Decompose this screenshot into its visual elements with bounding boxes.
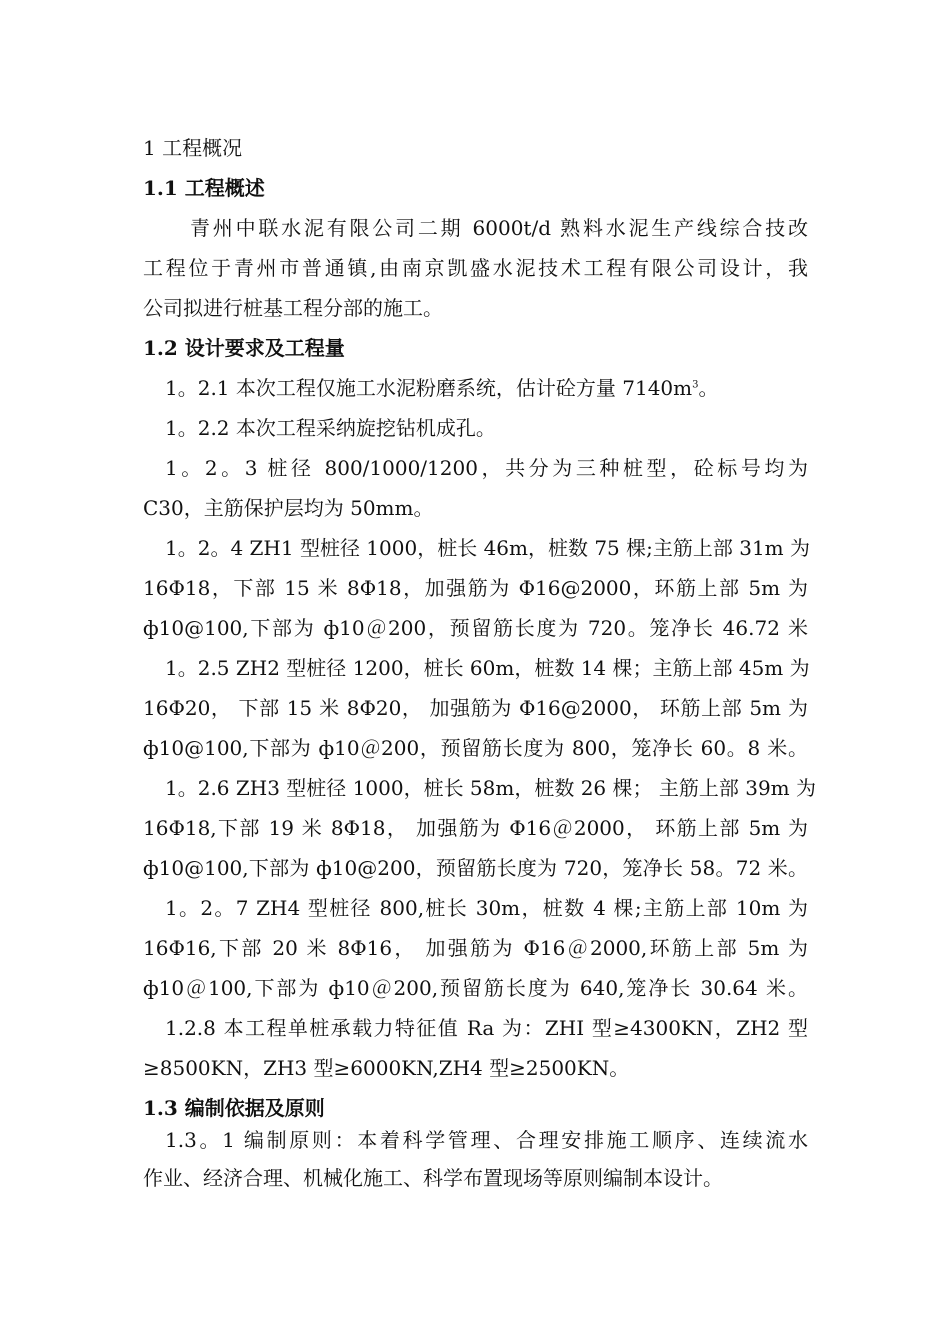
paragraph-line bbox=[165, 374, 808, 402]
paragraph-line: C30，主筋保护层均为 50mm。 bbox=[143, 496, 434, 520]
paragraph-line: 1。2.2 本次工程采纳旋挖钻机成孔。 bbox=[165, 416, 496, 440]
paragraph-line: 作业、经济合理、机械化施工、科学布置现场等原则编制本设计。 bbox=[143, 1166, 723, 1190]
heading-1-3: 1.3 编制依据及原则 bbox=[143, 1096, 325, 1120]
paragraph-line: ф10@100,下部为 ф10@200，预留筋长度为 720，笼净长 58。72 米。 bbox=[143, 856, 808, 880]
paragraph-line: 1。2。3 桩径 800/1000/1200，共分为三种桩型，砼标号均为 bbox=[165, 456, 808, 480]
paragraph-line: 16Φ18，下部 15 米 8Φ18，加强筋为 Φ16@2000，环筋上部 5m 为 bbox=[143, 576, 808, 600]
heading-1: 1 工程概况 bbox=[143, 136, 243, 160]
paragraph-line: ф10@100,下部为 ф10＠200，预留筋长度为 720。笼净长 46.72 米 bbox=[143, 616, 808, 640]
paragraph-line: 16Φ16,下部 20 米 8Φ16， 加强筋为 Φ16＠2000,环筋上部 5m 为 bbox=[143, 936, 808, 960]
paragraph-line: 工程位于青州市普通镇,由南京凯盛水泥技术工程有限公司设计，我 bbox=[143, 256, 808, 280]
heading-1-2: 1.2 设计要求及工程量 bbox=[143, 336, 345, 360]
paragraph-text: 1。2.1 本次工程仅施工水泥粉磨系统，估计砼方量 7140m bbox=[165, 376, 693, 400]
heading-1-1: 1.1 工程概述 bbox=[143, 176, 265, 200]
paragraph-line: ≥8500KN，ZH3 型≥6000KN,ZH4 型≥2500KN。 bbox=[143, 1056, 630, 1080]
paragraph-line: 1。2.5 ZH2 型桩径 1200，桩长 60m，桩数 14 棵；主筋上部 45m 为 bbox=[165, 656, 810, 680]
paragraph-line: ф10@100,下部为 ф10＠200，预留筋长度为 800，笼净长 60。8 米。 bbox=[143, 736, 808, 760]
paragraph-line: 1。2。7 ZH4 型桩径 800,桩长 30m，桩数 4 棵;主筋上部 10m 为 bbox=[165, 896, 808, 920]
paragraph-line: 1。2。4 ZH1 型桩径 1000，桩长 46m，桩数 75 棵;主筋上部 31m 为 bbox=[165, 536, 811, 560]
paragraph-line: 公司拟进行桩基工程分部的施工。 bbox=[143, 296, 443, 320]
paragraph-text: 。 bbox=[698, 376, 719, 400]
paragraph-line: 1.2.8 本工程单桩承载力特征值 Ra 为：ZHI 型≥4300KN，ZH2 型 bbox=[165, 1016, 808, 1040]
paragraph-line: 16Φ18,下部 19 米 8Φ18， 加强筋为 Φ16＠2000， 环筋上部 5m 为 bbox=[143, 816, 808, 840]
paragraph-line: 1。2.6 ZH3 型桩径 1000，桩长 58m，桩数 26 棵； 主筋上部 39m 为 bbox=[165, 776, 816, 800]
paragraph-line: 1.3。1 编制原则：本着科学管理、合理安排施工顺序、连续流水 bbox=[165, 1128, 808, 1152]
paragraph-line: 16Φ20， 下部 15 米 8Φ20， 加强筋为 Φ16@2000， 环筋上部 5m 为 bbox=[143, 696, 808, 720]
paragraph-line: 青州中联水泥有限公司二期 6000t/d 熟料水泥生产线综合技改 bbox=[190, 216, 808, 240]
superscript: 3 bbox=[692, 379, 699, 391]
paragraph-line: ф10＠100,下部为 ф10＠200,预留筋长度为 640,笼净长 30.64 米。 bbox=[143, 976, 808, 1000]
